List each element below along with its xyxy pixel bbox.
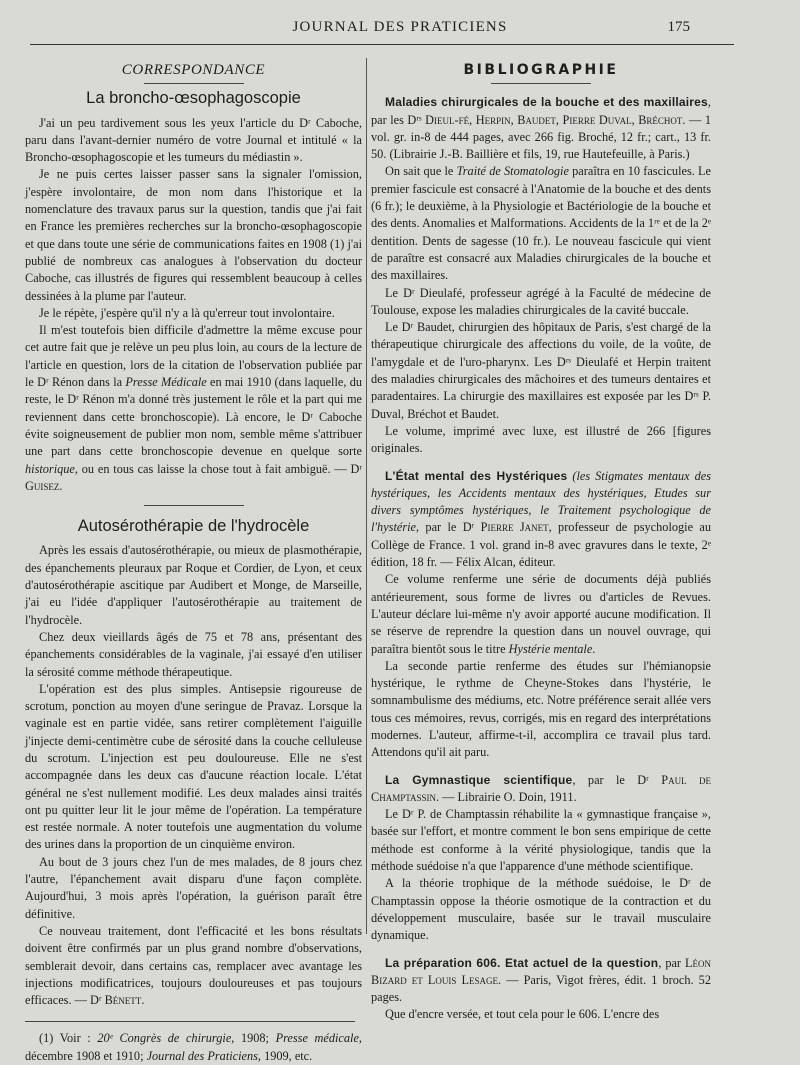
- bibliography-entry: [371, 94, 711, 457]
- paragraph: Au bout de 3 jours chez l'un de mes malades, de 8 jours chez l'autre, l'épanchement avait disparu d'une façon complète. Aujourd'hui, 3 mois après l'opération, la guérison paraît être définitive.: [25, 854, 362, 921]
- paragraph: Je le répète, j'espère qu'il n'y a là qu'erreur tout involontaire.: [39, 305, 335, 320]
- paragraph: Le Dʳ P. de Champtassin réhabilite la « gymnastique française », basée sur l'effort, et montre comment le bon sens empirique de cette méthode est conforme à la vérité physiologique, tandis que la méthode suédoise n'a que l'apparence d'une méthode scientifique.: [371, 807, 711, 874]
- paragraph: La seconde partie renferme des études sur l'hémianopsie hystérique, le rythme de Cheyne-Stokes dans l'hystérie, le somnambulisme des médiums, etc. Notre préférence serait allée vers tous ces mémoires, revus, corrigés, mis en regard des interprétations modernes. L'auteur, affirme-t-il, accomplira ce travail plus tard. Attendons qu'il ait paru.: [371, 658, 711, 760]
- section-rule: [144, 83, 244, 84]
- footnote-rule: [25, 1021, 355, 1022]
- author-signature: Bénett: [104, 993, 142, 1008]
- entry-heading: La Gymnastique scientifique, par le Dʳ Paul de Champtassin. — Librairie O. Doin, 1911.: [371, 772, 711, 804]
- entry-heading: La préparation 606. Etat actuel de la question, par Léon Bizard et Louis Lesage. — Paris, Vigot frères, édit. 1 broch. 52 pages.: [371, 955, 711, 1005]
- author-signature: Guisez: [25, 478, 60, 493]
- paragraph: A la théorie trophique de la méthode suédoise, le Dʳ de Champtassin oppose la théorie osmotique de la contraction et du développement musculaire, basée sur le travail musculaire dynamique.: [371, 876, 711, 943]
- bibliography-entry: [371, 772, 711, 945]
- section-rule: [491, 83, 591, 84]
- section-title-bibliographie: BIBLIOGRAPHIE: [463, 62, 619, 78]
- bibliography-entry: [371, 955, 711, 1024]
- paragraph: On sait que le Traité de Stomatologie paraîtra en 10 fascicules. Le premier fascicule est consacré à l'Anatomie de la bouche et des dents (6 fr.); le deuxième, à la Physiologie et Bactériologie de la bouche et des dents. Anomalies et Malformations. Accidents de la 1ʳᵉ et de la 2ᵉ dentition. Dents de sagesse (10 fr.). Le nouveau fascicule qui vient de paraître est consacré aux Maladies chirurgicales de la bouche et des maxillaires.: [371, 164, 711, 283]
- article-separator: [144, 505, 244, 506]
- left-column: [25, 58, 362, 1065]
- entry-title: L'État mental des Hystériques: [385, 468, 568, 483]
- bibliography-entry: [371, 468, 711, 762]
- running-title: JOURNAL DES PRATICIENS: [292, 19, 508, 35]
- paragraph: Après les essais d'autosérothérapie, ou mieux de plasmothérapie, des épanchements pleuraux par Roque et Cordier, de Lyon, et ceux d'autosérothérapie ascitique par Audibert et Monge, de Marseille, j'ai eu l'idée d'appliquer l'autosérothérapie au traitement de l'hydrocèle.: [25, 543, 362, 627]
- right-column: [371, 58, 711, 1024]
- paragraph: Le Dʳ Dieulafé, professeur agrégé à la Faculté de médecine de Toulouse, expose les maladies chirurgicales de la cavité buccale.: [371, 285, 711, 317]
- paragraph: Il m'est toutefois bien difficile d'admettre la même excuse pour cet autre fait que je relève un peu plus loin, au cours de la lecture de l'article en question, lors de la citation de l'observation publiée par le Dʳ Rénon dans la Presse Médicale en mai 1910 (dans laquelle, du reste, le Dʳ Rénon m'a donné très justement le rôle et la part qui me reviennent dans cette bronchoscopie). Là encore, le Dʳ Caboche évite soigneusement de publier mon nom, semble même s'attribuer une part dans cette bronchoscopie devenue en quelque sorte historique, ou en tous cas laisse la chose tout à fait ambiguë. — Dʳ Guisez.: [25, 323, 362, 493]
- page-header: [0, 0, 800, 48]
- footnote: (1) Voir : 20ᵉ Congrès de chirurgie, 1908; Presse médicale, décembre 1908 et 1910; Journal des Praticiens, 1909, etc.: [25, 1031, 362, 1063]
- entry-heading: Maladies chirurgicales de la bouche et des maxillaires, par les Dʳˢ Dieul-fé, Herpin, Baudet, Pierre Duval, Bréchot. — 1 vol. gr. in-8 de 444 pages, avec 266 fig. Broché, 12 fr.; cart., 13 fr. 50. (Librairie J.-B. Baillière et fils, 19, rue Hautefeuille, à Paris.): [371, 95, 712, 162]
- paragraph: Ce nouveau traitement, dont l'efficacité et les bons résultats doivent être confirmés par un plus grand nombre d'observations, semblerait devoir, dans certains cas, remplacer avec avantage les injections modificatrices, toujours douloureuses et pas toujours efficaces. — Dʳ Bénett.: [25, 923, 362, 1008]
- section-title-correspondance: CORRESPONDANCE: [121, 62, 266, 78]
- paragraph: Le volume, imprimé avec luxe, est illustré de 266 [figures originales.: [371, 423, 711, 456]
- paragraph: Le Dʳ Baudet, chirurgien des hôpitaux de Paris, s'est chargé de la thérapeutique chirurgicale des affections du voile, de la voûte, de l'amygdale et de l'uro-pharynx. Les Dʳˢ Dieulafé et Herpin traitent des maladies chirurgicales des mâchoires et des tumeurs dentaires et paradentaires. La chirurgie des maxillaires est exposée par les Dʳˢ P. Duval, Bréchot et Baudet.: [371, 320, 711, 421]
- entry-heading: L'État mental des Hystériques (les Stigmates mentaux des hystériques, les Accidents mentaux des hystériques, Etudes sur divers symptômes hystériques, le Traitement psychologique de l'hystérie, par le Dʳ Pierre Janet, professeur de psychologie au Collège de France. 1 vol. grand in-8 avec gravures dans le texte, 2ᵉ édition, 18 fr. — Félix Alcan, éditeur.: [371, 468, 711, 570]
- paragraph: J'ai un peu tardivement sous les yeux l'article du Dʳ Caboche, paru dans l'avant-dernier numéro de votre Journal et intitulé « la Broncho-œsophagoscopie et les tumeurs du médiastin ».: [25, 115, 362, 165]
- article-broncho: [25, 90, 362, 495]
- header-rule: [30, 44, 734, 45]
- paragraph: Ce volume renferme une série de documents déjà publiés antérieurement, sous forme de livres ou d'articles de Revues. L'auteur déclare lui-même n'y avoir apporté aucune modification. Il se réserve de reprendre la question dans un nouvel ouvrage, qui paraîtra bientôt sous le titre Hystérie mentale.: [371, 572, 711, 656]
- article-hydrocele: [25, 518, 362, 1009]
- article-title: La broncho-œsophagoscopie: [86, 89, 301, 108]
- column-divider: [366, 58, 367, 934]
- article-title: Autosérothérapie de l'hydrocèle: [77, 517, 310, 536]
- paragraph: Je ne puis certes laisser passer sans la signaler l'omission, j'espère involontaire, de mon nom dans l'historique et la nomenclature des travaux parus sur la question, tandis que j'ai fait en France les premières recherches sur la broncho-œsophagoscopie et que dans toute une série de communications faites en 1908 (1) j'ai publié de nombreux cas analogues à l'observation du docteur Caboche, cas illustrés de figures qui ressemblent beaucoup à celles dessinées à la plume par l'auteur.: [25, 167, 362, 303]
- page-number: 175: [667, 19, 690, 35]
- entry-title: La Gymnastique scientifique: [385, 772, 573, 787]
- paragraph: Chez deux vieillards âgés de 75 et 78 ans, présentant des épanchements considérables de la vaginale, j'ai essayé d'en utiliser la sérosité comme méthode thérapeutique.: [25, 629, 362, 679]
- entry-title: Maladies chirurgicales de la bouche et des maxillaires: [385, 95, 708, 110]
- entry-title: La préparation 606. Etat actuel de la question: [385, 955, 659, 970]
- paragraph: Que d'encre versée, et tout cela pour le 606. L'encre des: [385, 1007, 660, 1022]
- paragraph: L'opération est des plus simples. Antisepsie rigoureuse de scrotum, ponction au moyen d'une seringue de Pravaz. Lorsque la vaginale est en partie vidée, sans retirer complètement l'aiguille j'injecte demi-centimètre cube de sérosité dans la couche celluleuse du scrotum. L'injection est peu douloureuse. Elle ne s'est accompagnée dans les deux cas d'aucune réaction locale. L'état général ne s'est nullement modifié. Les deux malades ainsi traités ont pu quitter leur lit le jour même de l'opération. La température est restée normale. A noter toutefois une augmentation du volume des urines dans la proportion de un cinquième environ.: [25, 681, 362, 852]
